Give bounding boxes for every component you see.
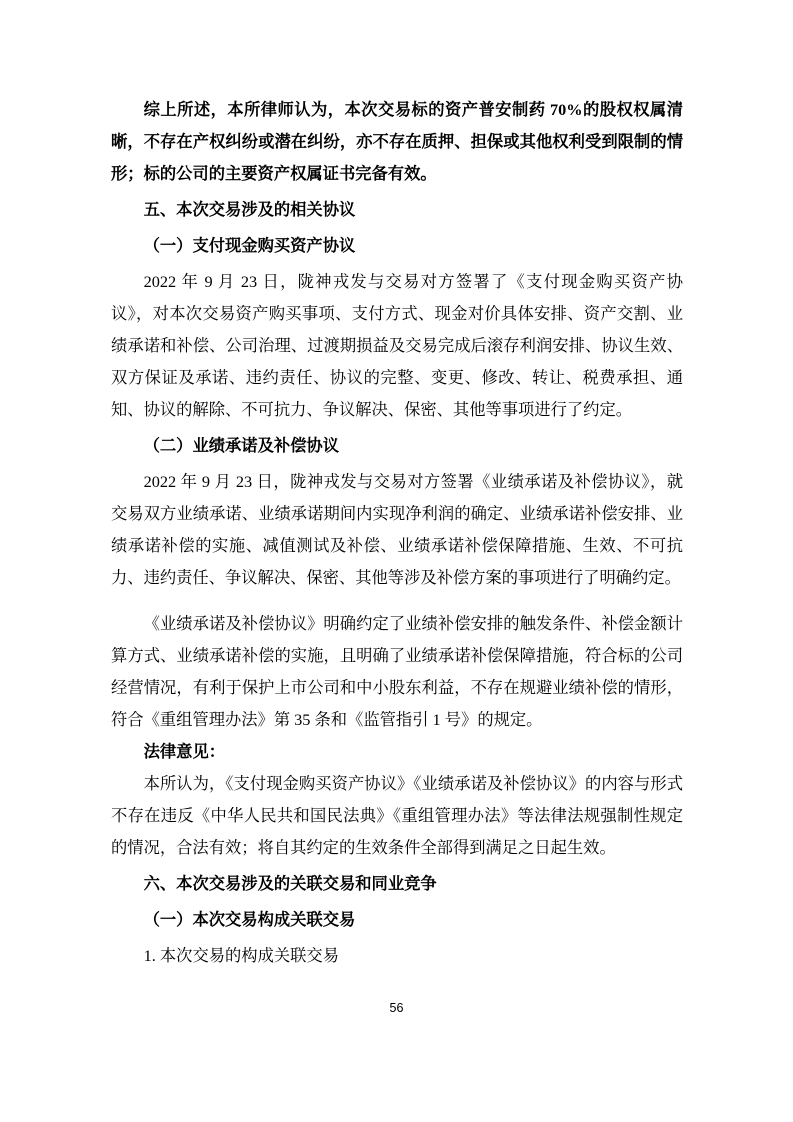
numbered-item: 1. 本次交易的构成关联交易 [143, 946, 339, 965]
section-heading-level2: （一）本次交易构成关联交易 [143, 911, 356, 929]
section-heading-level2: （二）业绩承诺及补偿协议 [143, 437, 339, 455]
section-heading-level1: 五、本次交易涉及的相关协议 [143, 201, 356, 219]
page-footer [0, 1001, 793, 1015]
body-paragraph: 2022 年 9 月 23 日，陇神戎发与交易对方签署《业绩承诺及补偿协议》，就交易双方业绩承诺、业绩承诺期间内实现净利润的确定、业绩承诺补偿安排、业绩承诺补偿的实施、减值测试及补偿、业绩承诺补偿保障措施、生效、不可抗力、违约责任、争议解决、保密、其他等涉及补偿方案的事项进行了明确约定。 [111, 472, 683, 587]
document-content [111, 94, 683, 972]
legal-opinion-label: 法律意见： [143, 743, 226, 761]
body-paragraph: 《业绩承诺及补偿协议》明确约定了业绩补偿安排的触发条件、补偿金额计算方式、业绩承诺补偿的实施，且明确了业绩承诺补偿保障措施，符合标的公司经营情况，有利于保护上市公司和中小股东利益，不存在规避业绩补偿的情形，符合《重组管理办法》第 35 条和《监管指引 1 号》的规定。 [111, 614, 683, 729]
conclusion-paragraph: 综上所述，本所律师认为，本次交易标的资产普安制药 70%的股权权属清晰，不存在产权纠纷或潜在纠纷，亦不存在质押、担保或其他权利受到限制的情形；标的公司的主要资产权属证书完备有效。 [111, 100, 683, 183]
page-number: 56 [389, 1001, 404, 1015]
section-heading-level2: （一）支付现金购买资产协议 [143, 237, 356, 255]
body-paragraph: 2022 年 9 月 23 日，陇神戎发与交易对方签署了《支付现金购买资产协议》，对本次交易资产购买事项、支付方式、现金对价具体安排、资产交割、业绩承诺和补偿、公司治理、过渡期损益及交易完成后滚存利润安排、协议生效、双方保证及承诺、违约责任、协议的完整、变更、修改、转让、税费承担、通知、协议的解除、不可抗力、争议解决、保密、其他等事项进行了约定。 [111, 272, 683, 419]
section-heading-level1: 六、本次交易涉及的关联交易和同业竞争 [143, 875, 437, 893]
body-paragraph: 本所认为，《支付现金购买资产协议》《业绩承诺及补偿协议》的内容与形式不存在违反《中华人民共和国民法典》《重组管理办法》等法律法规强制性规定的情况，合法有效；将自其约定的生效条件全部得到满足之日起生效。 [111, 774, 683, 857]
